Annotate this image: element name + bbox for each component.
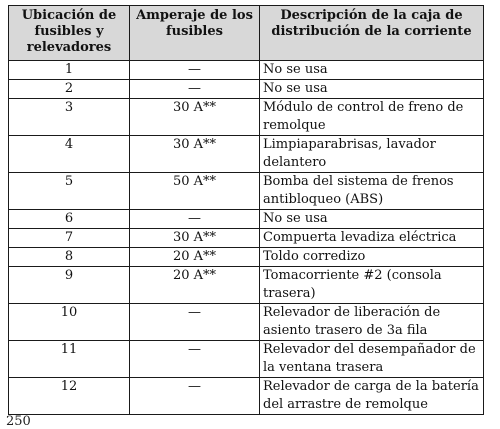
- fuse-number: 3: [9, 99, 130, 136]
- table-row: [9, 136, 484, 173]
- table-header-row: [9, 6, 484, 61]
- table-row: [9, 248, 484, 267]
- fuse-description: Módulo de control de freno de remolque: [260, 99, 484, 136]
- table-row: [9, 99, 484, 136]
- fuse-amperage: —: [130, 341, 260, 378]
- fuse-number: 2: [9, 80, 130, 99]
- fuse-amperage: —: [130, 304, 260, 341]
- table-row: [9, 304, 484, 341]
- fuse-amperage: 30 A**: [130, 99, 260, 136]
- fuse-amperage: 20 A**: [130, 248, 260, 267]
- table-row: [9, 80, 484, 99]
- fuse-number: 9: [9, 267, 130, 304]
- fuse-description: Relevador del desempañador de la ventana trasera: [260, 341, 484, 378]
- table-row: [9, 173, 484, 210]
- header-fuse-amperage: Amperaje de los fusibles: [130, 6, 260, 61]
- fuse-amperage: —: [130, 210, 260, 229]
- fuse-number: 4: [9, 136, 130, 173]
- table-row: [9, 341, 484, 378]
- fuse-description: No se usa: [260, 61, 484, 80]
- fuse-number: 8: [9, 248, 130, 267]
- fuse-description: Relevador de liberación de asiento trasero de 3a fila: [260, 304, 484, 341]
- table-row: [9, 229, 484, 248]
- fuse-number: 5: [9, 173, 130, 210]
- table-row: [9, 210, 484, 229]
- fuse-amperage: 20 A**: [130, 267, 260, 304]
- page-number: 250: [6, 414, 31, 429]
- fuse-description: Bomba del sistema de frenos antibloqueo (ABS): [260, 173, 484, 210]
- fuse-number: 7: [9, 229, 130, 248]
- fuse-number: 10: [9, 304, 130, 341]
- fuse-description: No se usa: [260, 80, 484, 99]
- fuse-amperage: 30 A**: [130, 229, 260, 248]
- table-row: [9, 61, 484, 80]
- table-row: [9, 378, 484, 415]
- fuse-description: Toldo corredizo: [260, 248, 484, 267]
- header-description: Descripción de la caja de distribución de la corriente: [260, 6, 484, 61]
- fuse-amperage: 30 A**: [130, 136, 260, 173]
- fuse-amperage: —: [130, 378, 260, 415]
- fuse-amperage: 50 A**: [130, 173, 260, 210]
- fuse-number: 1: [9, 61, 130, 80]
- fuse-amperage: —: [130, 61, 260, 80]
- fuse-number: 12: [9, 378, 130, 415]
- fuse-description: Limpiaparabrisas, lavador delantero: [260, 136, 484, 173]
- fuse-amperage: —: [130, 80, 260, 99]
- fuse-table: [8, 5, 484, 415]
- fuse-number: 11: [9, 341, 130, 378]
- table-row: [9, 267, 484, 304]
- fuse-description: Relevador de carga de la batería del arrastre de remolque: [260, 378, 484, 415]
- header-fuse-location: Ubicación de fusibles y relevadores: [9, 6, 130, 61]
- fuse-description: Compuerta levadiza eléctrica: [260, 229, 484, 248]
- fuse-number: 6: [9, 210, 130, 229]
- fuse-description: Tomacorriente #2 (consola trasera): [260, 267, 484, 304]
- fuse-description: No se usa: [260, 210, 484, 229]
